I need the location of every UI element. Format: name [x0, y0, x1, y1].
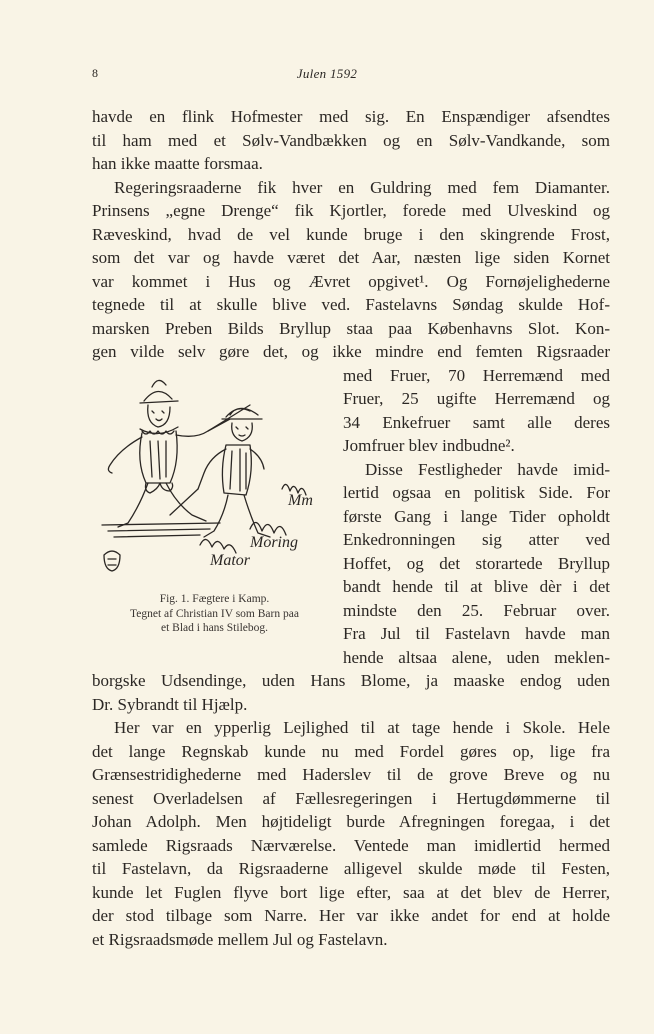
text-line: senest Overladelsen af Fællesregeringen i Hertugdømmerne til: [92, 789, 610, 808]
right-fencer-leg-front: [204, 495, 228, 537]
text-line: Ræveskind, hvad de vel kunde bruge i den skingrende Frost,: [92, 225, 610, 244]
left-fencer-collar: [140, 427, 178, 434]
text-line: Johan Adolph. Men højtideligt burde Afregningen foregaa, i det: [92, 812, 610, 831]
left-fencer-hat: [140, 380, 178, 403]
left-fencer-sword-arm: [176, 419, 230, 436]
right-fencer-sword-arm: [198, 449, 226, 489]
page-number: 8: [92, 66, 99, 80]
right-fencer-leg-back: [244, 495, 270, 537]
text-line: Jomfruer blev indbudne².: [343, 436, 515, 455]
right-fencer-arm-back: [250, 449, 264, 469]
text-line: marsken Preben Bilds Bryllup staa paa Københavns Slot. Kon-: [92, 319, 610, 338]
right-fencer-head: [232, 423, 253, 441]
running-title: Julen 1592: [296, 66, 358, 81]
text-line: Fruer, 25 ugifte Herremænd og: [343, 389, 610, 408]
text-line: samlede Rigsraads Nærværelse. Ventede man imidlertid hermed: [92, 836, 610, 855]
text-line: Disse Festligheder havde imid-: [365, 460, 610, 479]
text-line: første Gang i lange Tider opholdt: [343, 507, 610, 526]
small-face-doodle: [104, 551, 120, 571]
text-line: han ikke maatte forsmaa.: [92, 154, 263, 173]
text-line: var kommet i Hus og Ævret opgivet¹. Og Fornøjelighederne: [92, 272, 610, 291]
text-line: borgske Udsendinge, uden Hans Blome, ja maaske endog uden: [92, 671, 610, 690]
text-line: Enkedronningen sig atter ved: [343, 530, 610, 549]
text-line: lertid ogsaa en politisk Side. For: [343, 483, 610, 502]
scribble-word: Mm: [288, 492, 313, 509]
caption-line: Tegnet af Christian IV som Barn paa: [130, 607, 299, 620]
text-line: som det var og havde været det Aar, næsten lige siden Kornet: [92, 248, 610, 267]
text-line: kunde let Fuglen flyve bort lige efter, saa at det blev de Herrer,: [92, 883, 610, 902]
text-line: med Fruer, 70 Herremænd med: [343, 366, 610, 385]
text-line: gen vilde selv gøre det, og ikke mindre end femten Rigsraader: [92, 342, 610, 361]
text-line: til Fastelavn, da Rigsraaderne alligevel skulde møde til Festen,: [92, 859, 610, 878]
text-line: Her var en ypperlig Lejlighed til at tage hende i Skole. Hele: [114, 718, 610, 737]
right-fencer-body: [222, 445, 251, 495]
text-line: Regeringsraaderne fik hver en Guldring med fem Diamanter.: [114, 178, 610, 197]
text-line: Grænsestridighederne med Haderslev til de grove Breve og nu: [92, 765, 610, 784]
left-fencer-head: [148, 405, 170, 427]
text-line: Prinsens „egne Drenge“ fik Kjortler, forede med Ulveskind og: [92, 201, 610, 220]
caption-line: Fig. 1. Fægtere i Kamp.: [159, 593, 270, 605]
text-line: der stod tilbage som Narre. Her var ikke andet for end at holde: [92, 906, 610, 925]
text-line: bandt hende til at blive dèr i det: [343, 577, 610, 596]
left-fencer-leg-back: [118, 483, 148, 527]
text-line: til ham med et Sølv-Vandbækken og en Sølv-Vandkande, som: [92, 131, 610, 150]
fencers-drawing: [100, 365, 330, 590]
fencers-sketch: [100, 365, 330, 590]
left-fencer-arm-back: [108, 437, 142, 473]
text-line: det lange Regnskab kunde nu med Fordel gøres op, lige fra: [92, 742, 610, 761]
scribble-3: [200, 539, 236, 553]
scribble-word: Mator: [210, 552, 250, 569]
right-fencer-sword: [170, 489, 198, 515]
caption-line: et Blad i hans Stilebog.: [160, 622, 268, 634]
scribble-word: Moring: [250, 534, 298, 551]
text-line: hende altsaa alene, uden meklen-: [343, 648, 610, 667]
text-line: Hoffet, og det storartede Bryllup: [343, 554, 610, 573]
ground-hatching: [102, 523, 220, 537]
text-line: et Rigsraadsmøde mellem Jul og Fastelavn.: [92, 930, 388, 949]
text-line: tegnede til at skulle blive ved. Fastelavns Søndag skulde Hof-: [92, 295, 610, 314]
text-line: havde en flink Hofmester med sig. En Enspændiger afsendtes: [92, 107, 610, 126]
text-line: 34 Enkefruer samt alle deres: [343, 413, 610, 432]
text-line: Dr. Sybrandt til Hjælp.: [92, 695, 248, 714]
text-line: mindste den 25. Februar over.: [343, 601, 610, 620]
text-line: Fra Jul til Fastelavn havde man: [343, 624, 610, 643]
figure-caption: [92, 592, 337, 636]
